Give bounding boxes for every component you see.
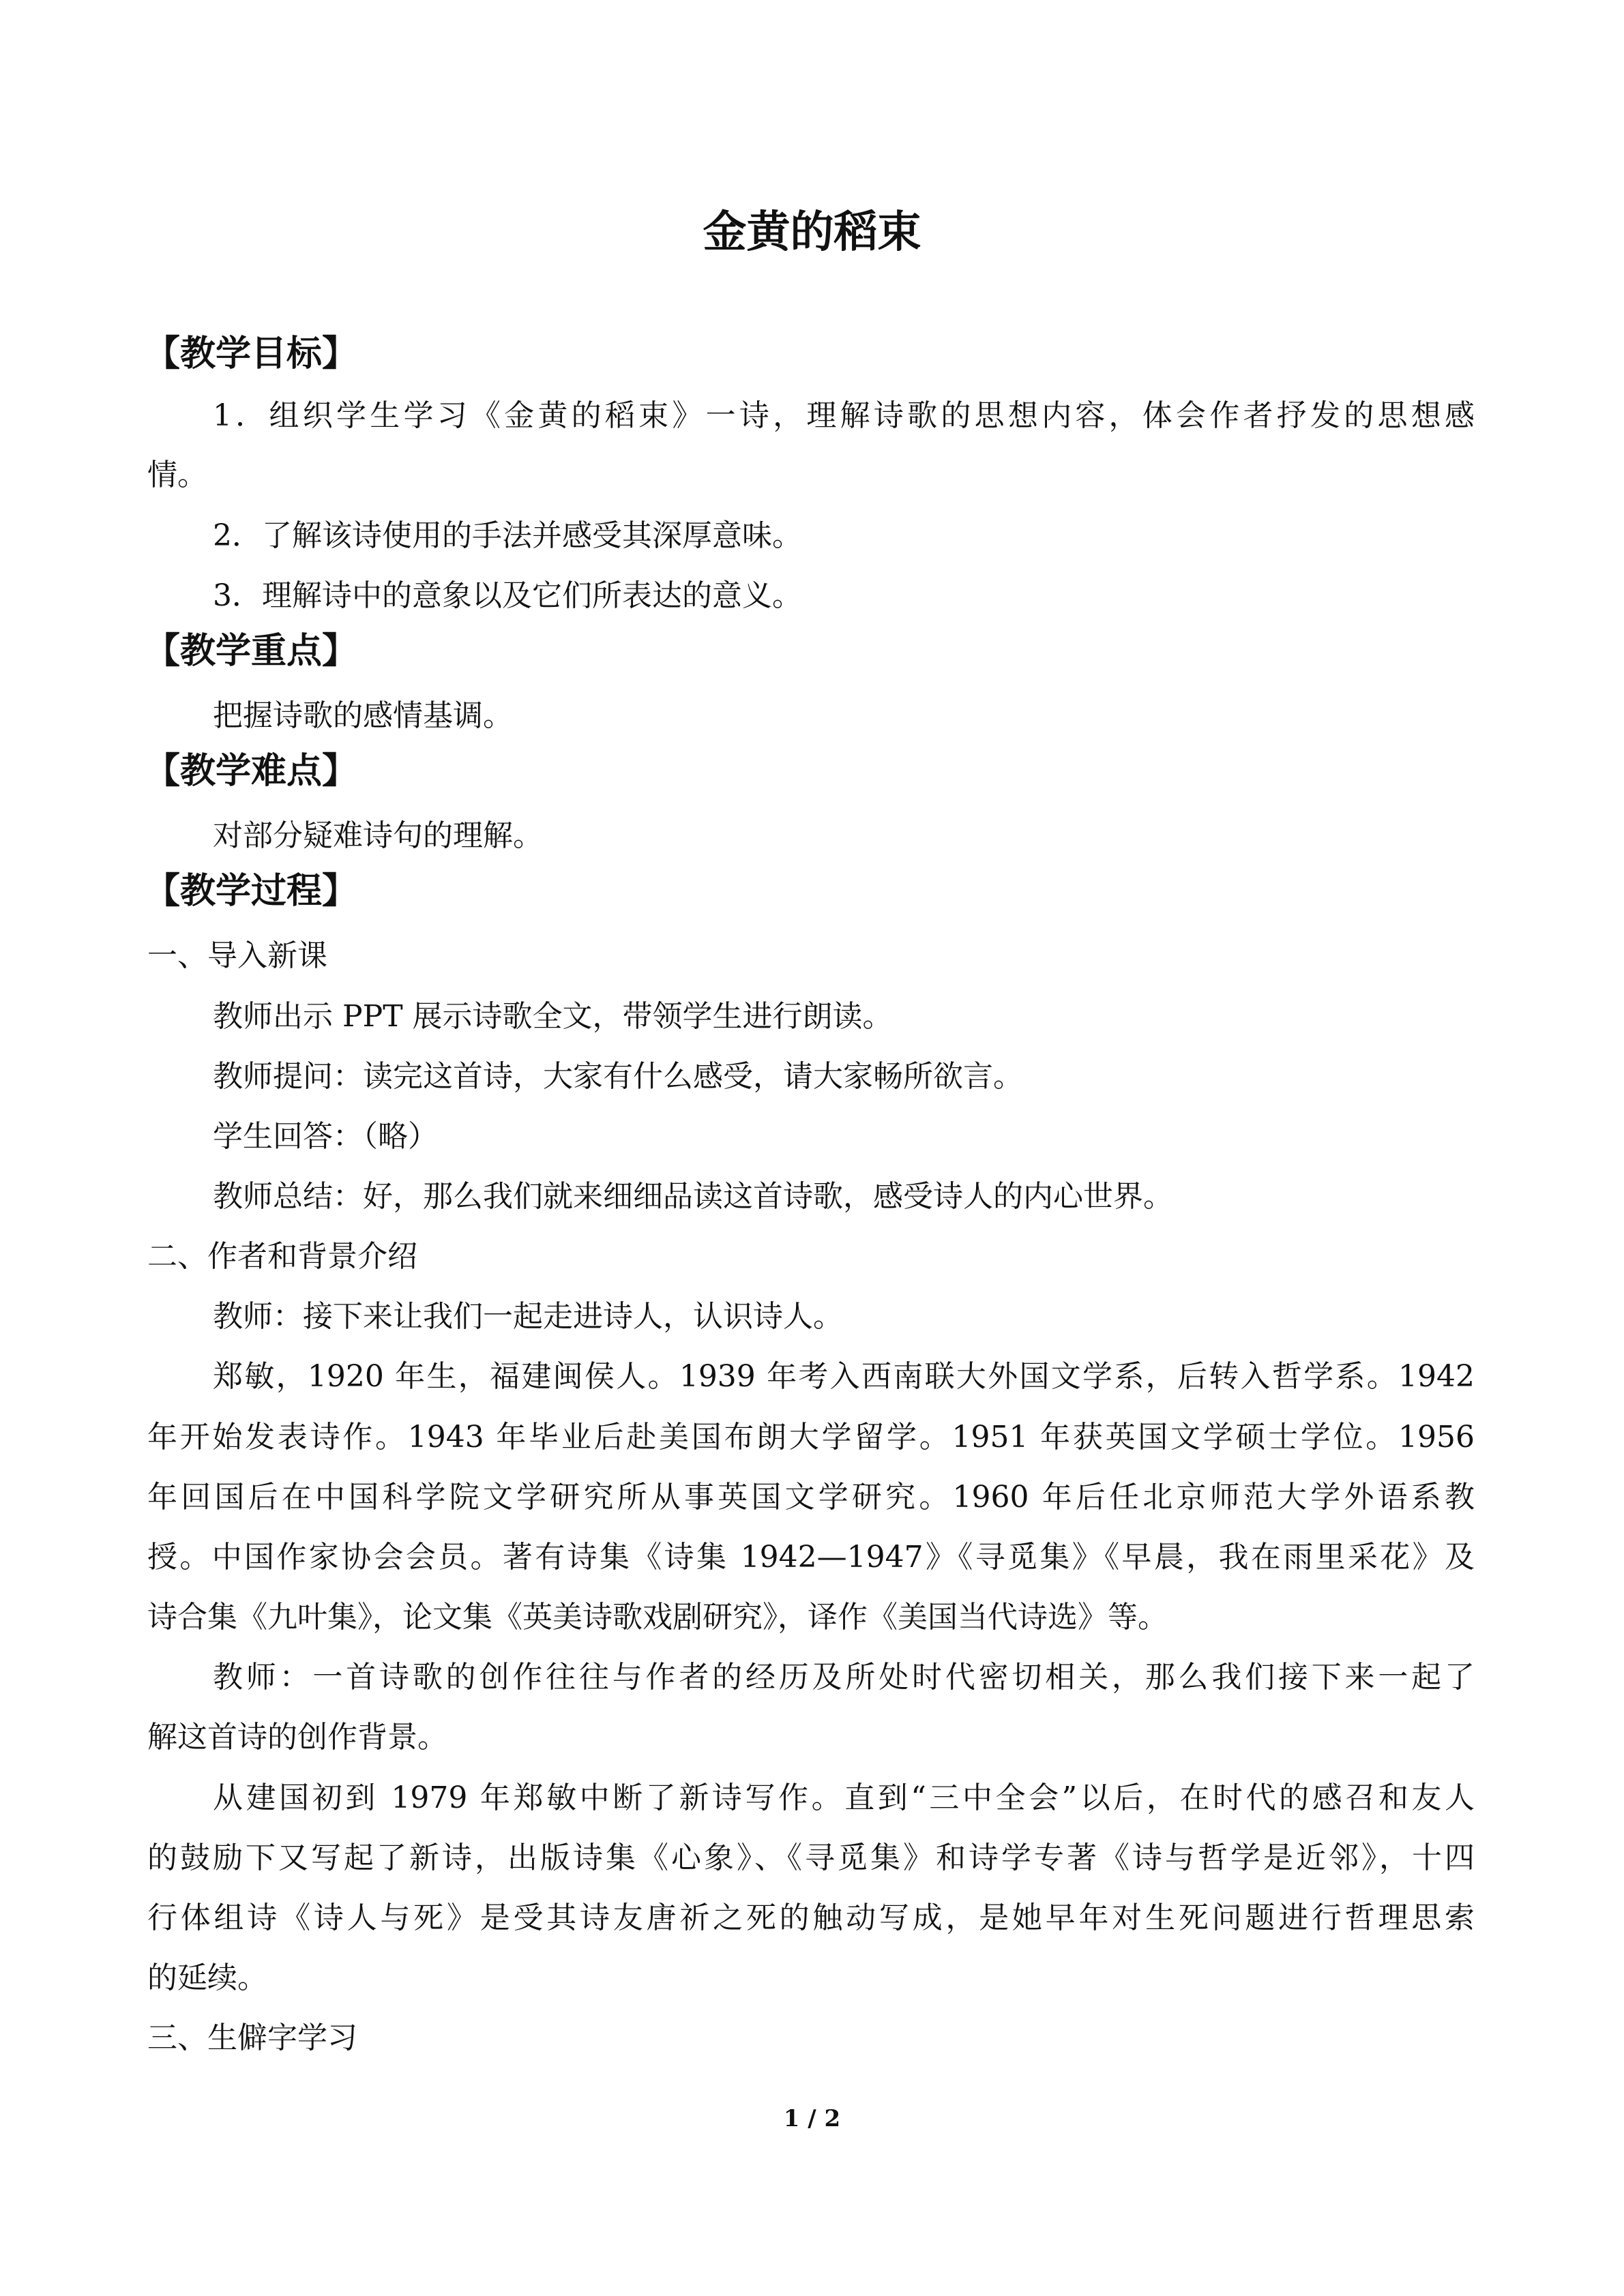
paragraph-line: 教师提问：读完这首诗，大家有什么感受，请大家畅所欲言。	[213, 1059, 1023, 1094]
section-heading-difficulties: 【教学难点】	[145, 751, 358, 792]
paragraph-line: 行体组诗《诗人与死》是受其诗友唐祈之死的触动写成，是她早年对生死问题进行哲理思索	[147, 1900, 1475, 1935]
section-heading-key-points: 【教学重点】	[145, 631, 358, 672]
paragraph-line: 学生回答：（略）	[213, 1119, 438, 1154]
paragraph-line: 对部分疑难诗句的理解。	[213, 818, 543, 853]
paragraph-line: 2．了解该诗使用的手法并感受其深厚意味。	[213, 518, 802, 553]
paragraph-line: 的鼓励下又写起了新诗，出版诗集《心象》、《寻觅集》和诗学专著《诗与哲学是近邻》，十四	[147, 1840, 1475, 1875]
paragraph-line: 年开始发表诗作。1943 年毕业后赴美国布朗大学留学。1951 年获英国文学硕士学位。1956	[147, 1420, 1475, 1455]
paragraph-line: 教师：接下来让我们一起走进诗人，认识诗人。	[213, 1299, 843, 1334]
paragraph-line: 把握诗歌的感情基调。	[213, 698, 513, 733]
section-heading-objectives: 【教学目标】	[145, 333, 358, 374]
paragraph-line: 授。中国作家协会会员。著有诗集《诗集 1942—1947》《寻觅集》《早晨，我在雨里采花》及	[147, 1540, 1475, 1575]
paragraph-line: 教师出示 PPT 展示诗歌全文，带领学生进行朗读。	[213, 999, 893, 1034]
subsection-heading: 三、生僻字学习	[147, 2021, 357, 2055]
paragraph-line: 情。	[147, 458, 207, 492]
page-number: 1 / 2	[783, 2105, 841, 2132]
paragraph-line: 教师：一首诗歌的创作往往与作者的经历及所处时代密切相关，那么我们接下来一起了	[213, 1660, 1475, 1695]
paragraph-line: 3．理解诗中的意象以及它们所表达的意义。	[213, 578, 802, 613]
paragraph-line: 郑敏，1920 年生，福建闽侯人。1939 年考入西南联大外国文学系，后转入哲学系。1942	[213, 1359, 1475, 1394]
paragraph-line: 解这首诗的创作背景。	[147, 1720, 447, 1755]
subsection-heading: 二、作者和背景介绍	[147, 1239, 417, 1274]
paragraph-line: 诗合集《九叶集》，论文集《英美诗歌戏剧研究》，译作《美国当代诗选》等。	[147, 1600, 1168, 1635]
document-title: 金黄的稻束	[703, 207, 921, 258]
paragraph-line: 年回国后在中国科学院文学研究所从事英国文学研究。1960 年后任北京师范大学外语系教	[147, 1480, 1475, 1515]
section-heading-process: 【教学过程】	[145, 871, 358, 912]
paragraph-line: 的延续。	[147, 1960, 267, 1995]
subsection-heading: 一、导入新课	[147, 938, 327, 973]
paragraph-line: 1．组织学生学习《金黄的稻束》一诗，理解诗歌的思想内容，体会作者抒发的思想感	[213, 398, 1475, 433]
paragraph-line: 教师总结：好，那么我们就来细细品读这首诗歌，感受诗人的内心世界。	[213, 1179, 1173, 1214]
paragraph-line: 从建国初到 1979 年郑敏中断了新诗写作。直到“三中全会”以后，在时代的感召和友人	[213, 1780, 1475, 1815]
